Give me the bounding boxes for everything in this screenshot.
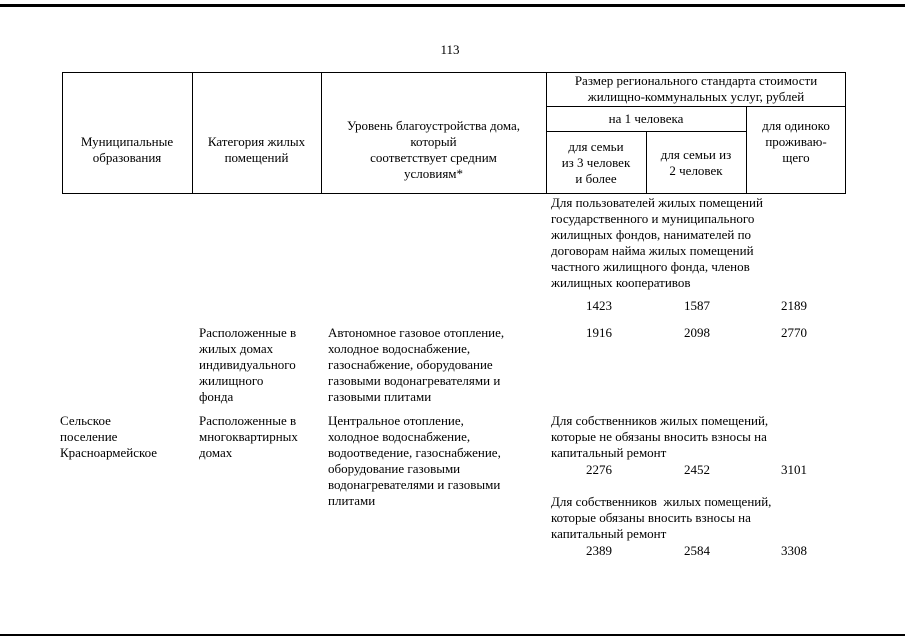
value-family3: 2276: [586, 462, 612, 477]
value-family3: 1423: [586, 298, 612, 313]
header-bottom-border: [62, 193, 846, 194]
level-individual-houses: Автономное газовое отопление, холодное водоснабжение, газоснабжение, оборудование газовыми водонагревателями и газовыми плитами: [328, 325, 505, 404]
value-family2: 1587: [684, 298, 710, 313]
value-family3: 1916: [586, 325, 612, 340]
category-individual-houses: Расположенные в жилых домах индивидуального жилищного фонда: [199, 325, 297, 404]
value-single: 3101: [781, 462, 807, 477]
top-rule: [0, 4, 905, 7]
header-single: для одиноко проживаю- щего: [762, 118, 830, 165]
group2-label: Для собственников жилых помещений, которые не обязаны вносить взносы на капитальный ремонт: [551, 413, 769, 460]
value-family2: 2098: [684, 325, 710, 340]
group1-label: Для пользователей жилых помещений государственного и муниципального жилищных фондов, нанимателей по договорам найма жилых помещений частного жилищного фонда, членов жилищных кооперативов: [551, 195, 763, 290]
header-category: Категория жилых помещений: [207, 134, 306, 165]
header-border-left: [62, 72, 63, 194]
group3-label: Для собственников жилых помещений, которые обязаны вносить взносы на капитальный ремонт: [551, 494, 772, 541]
header-municipality: Муниципальные образования: [80, 134, 174, 165]
category-apartment-buildings: Расположенные в многоквартирных домах: [199, 413, 298, 460]
value-single: 2189: [781, 298, 807, 313]
header-inner-line-1: [546, 106, 846, 107]
header-family-3: для семьи из 3 человек и более: [561, 139, 631, 186]
header-per-person: на 1 человека: [608, 111, 684, 126]
bottom-rule: [0, 634, 905, 636]
header-border-1: [192, 72, 193, 194]
value-family2: 2452: [684, 462, 710, 477]
value-family2: 2584: [684, 543, 710, 558]
header-family-2: для семьи из 2 человек: [660, 147, 732, 178]
header-regional-standard: Размер регионального стандарта стоимости жилищно-коммунальных услуг, рублей: [574, 73, 818, 104]
level-apartment-buildings: Центральное отопление, холодное водоснабжение, водоотведение, газоснабжение, оборудование газовыми водонагревателями и газовыми плитами: [328, 413, 501, 508]
header-comfort-level: Уровень благоустройства дома, который соответствует средним условиям*: [346, 118, 521, 181]
value-family3: 2389: [586, 543, 612, 558]
page-number: 113: [440, 42, 460, 57]
value-single: 2770: [781, 325, 807, 340]
municipality-name: Сельское поселение Красноармейское: [60, 413, 158, 460]
value-single: 3308: [781, 543, 807, 558]
